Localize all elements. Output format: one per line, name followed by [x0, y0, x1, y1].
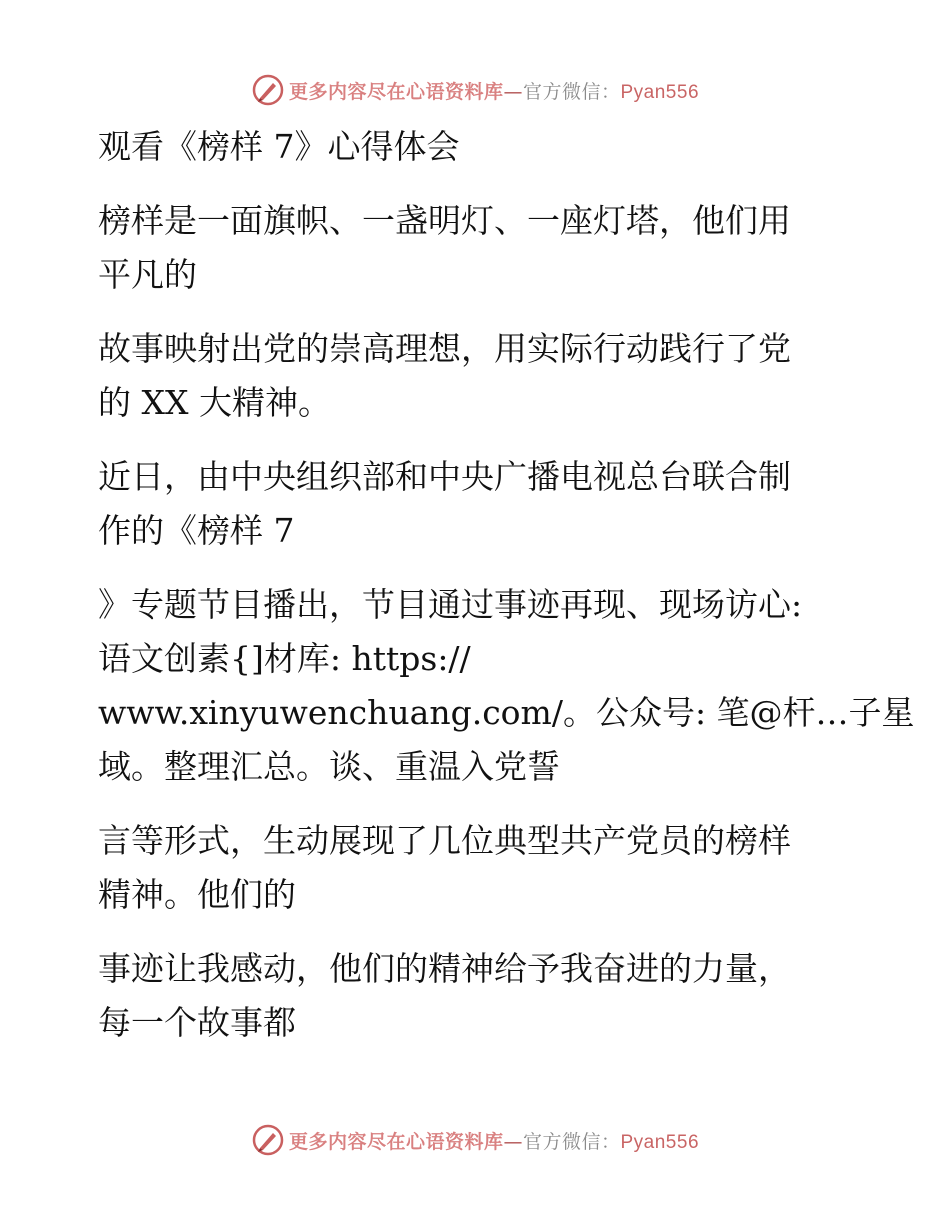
paragraph-line: 言等形式，生动展现了几位典型共产党员的榜样 — [98, 821, 791, 860]
banner-official-label: 官方微信： — [522, 80, 621, 103]
paragraph-line: www.xinyuwenchuang.com/。公众号: 笔@杆…子星 — [98, 693, 915, 732]
footer-watermark-banner — [0, 1120, 950, 1160]
paragraph-3 — [98, 450, 858, 558]
banner-separator: — — [503, 1130, 523, 1153]
paragraph-line: 榜样是一面旗帜、一盏明灯、一座灯塔，他们用 — [98, 201, 791, 240]
banner-separator: — — [503, 80, 523, 103]
paragraph-6 — [98, 942, 858, 1050]
paragraph-4 — [98, 578, 915, 794]
document-body — [98, 120, 915, 1050]
header-watermark-banner — [0, 70, 950, 110]
paragraph-line: 每一个故事都 — [98, 1003, 296, 1042]
pen-logo-icon — [251, 73, 285, 107]
pen-logo-icon — [251, 1123, 285, 1157]
paragraph-line: 作的《榜样 7 — [98, 511, 295, 550]
banner-wechat-id: Pyan556 — [620, 81, 700, 103]
paragraph-2 — [98, 322, 858, 430]
banner-official-label: 官方微信： — [522, 1130, 621, 1153]
paragraph-line: 故事映射出党的崇高理想，用实际行动践行了党 — [98, 329, 791, 368]
paragraph-line: 精神。他们的 — [98, 875, 296, 914]
document-title: 观看《榜样 7》心得体会 — [98, 127, 460, 166]
paragraph-1 — [98, 194, 858, 302]
paragraph-line: 近日，由中央组织部和中央广播电视总台联合制 — [98, 457, 791, 496]
banner-main-text: 更多内容尽在心语资料库 — [288, 1130, 504, 1153]
paragraph-line: 语文创素{]材库: https:// — [98, 639, 471, 678]
paragraph-line: 平凡的 — [98, 255, 197, 294]
banner-main-text: 更多内容尽在心语资料库 — [288, 80, 504, 103]
paragraph-line: 的 XX 大精神。 — [98, 383, 331, 422]
paragraph-line: 事迹让我感动，他们的精神给予我奋进的力量， — [98, 949, 791, 988]
banner-wechat-id: Pyan556 — [620, 1131, 700, 1153]
paragraph-5 — [98, 814, 858, 922]
paragraph-line: 域。整理汇总。谈、重温入党誓 — [98, 747, 560, 786]
paragraph-line: 》专题节目播出，节目通过事迹再现、现场访心: — [98, 585, 803, 624]
